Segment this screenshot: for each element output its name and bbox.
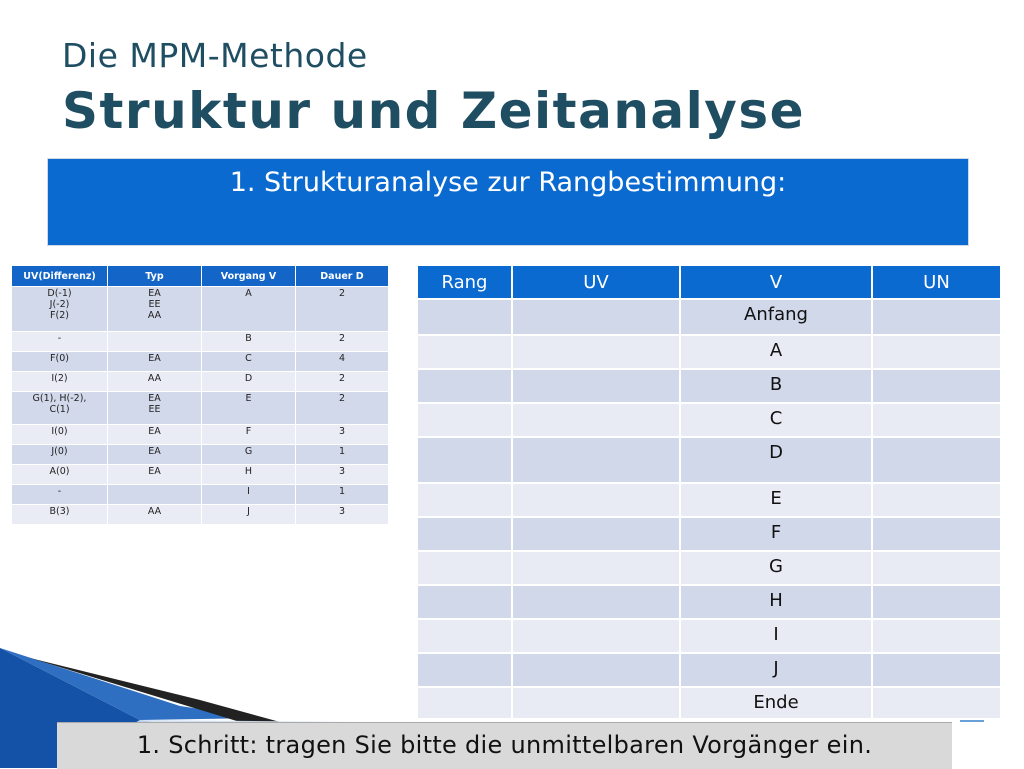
cell-dauer: 2 — [296, 287, 389, 332]
activity-table — [11, 265, 389, 525]
cell-v: I — [680, 619, 872, 653]
table-row — [417, 369, 1001, 403]
rank-table-header — [417, 265, 1001, 299]
col-uv: UV — [512, 265, 680, 299]
cell-typ: AA — [108, 372, 202, 392]
rank-table — [416, 264, 1002, 720]
cell-typ — [108, 332, 202, 352]
cell-typ: EA — [108, 425, 202, 445]
cell-v: E — [680, 483, 872, 517]
cell-uv-differenz: A(0) — [12, 465, 108, 485]
cell-v: F — [680, 517, 872, 551]
cell-uv — [512, 687, 680, 719]
cell-typ: EA — [108, 352, 202, 372]
cell-rang — [417, 369, 512, 403]
cell-rang — [417, 517, 512, 551]
cell-dauer: 4 — [296, 352, 389, 372]
cell-uv — [512, 335, 680, 369]
cell-rang — [417, 551, 512, 585]
activity-table-header — [12, 266, 389, 287]
cell-vorgang: G — [202, 445, 296, 465]
cell-vorgang: F — [202, 425, 296, 445]
col-v: V — [680, 265, 872, 299]
instruction-footer — [57, 722, 952, 769]
cell-uv — [512, 517, 680, 551]
col-uv-differenz: UV(Differenz) — [12, 266, 108, 287]
cell-rang — [417, 483, 512, 517]
cell-v: J — [680, 653, 872, 687]
cell-rang — [417, 687, 512, 719]
cell-un — [872, 335, 1001, 369]
cell-dauer: 3 — [296, 425, 389, 445]
cell-un — [872, 437, 1001, 483]
cell-un — [872, 653, 1001, 687]
instruction-text: 1. Schritt: tragen Sie bitte die unmittelbaren Vorgänger ein. — [136, 731, 873, 759]
cell-uv-differenz: B(3) — [12, 505, 108, 525]
table-row — [417, 403, 1001, 437]
cell-typ: AA — [108, 505, 202, 525]
table-row — [12, 352, 389, 372]
cell-uv-differenz: - — [12, 332, 108, 352]
col-vorgang: Vorgang V — [202, 266, 296, 287]
cell-un — [872, 517, 1001, 551]
table-row — [417, 299, 1001, 335]
cell-typ: EA EE AA — [108, 287, 202, 332]
cell-un — [872, 619, 1001, 653]
cell-rang — [417, 619, 512, 653]
table-row — [417, 551, 1001, 585]
table-row — [417, 335, 1001, 369]
cell-vorgang: C — [202, 352, 296, 372]
cell-uv — [512, 483, 680, 517]
cell-uv — [512, 403, 680, 437]
col-dauer: Dauer D — [296, 266, 389, 287]
cell-rang — [417, 299, 512, 335]
slide-title: Die MPM-Methode — [62, 36, 368, 75]
cell-v: H — [680, 585, 872, 619]
col-rang: Rang — [417, 265, 512, 299]
cell-rang — [417, 437, 512, 483]
cell-uv — [512, 619, 680, 653]
section-banner — [47, 158, 969, 246]
cell-typ: EA — [108, 445, 202, 465]
table-row — [12, 392, 389, 425]
cell-dauer: 3 — [296, 465, 389, 485]
cell-uv-differenz: F(0) — [12, 352, 108, 372]
cell-uv — [512, 585, 680, 619]
table-row — [12, 425, 389, 445]
cell-un — [872, 687, 1001, 719]
table-row — [417, 437, 1001, 483]
cell-vorgang: H — [202, 465, 296, 485]
cell-un — [872, 483, 1001, 517]
table-row — [417, 585, 1001, 619]
cell-vorgang: A — [202, 287, 296, 332]
table-row — [12, 445, 389, 465]
cell-vorgang: I — [202, 485, 296, 505]
cell-v: Anfang — [680, 299, 872, 335]
table-row — [12, 485, 389, 505]
cell-un — [872, 369, 1001, 403]
cell-uv — [512, 299, 680, 335]
table-row — [417, 619, 1001, 653]
cell-uv-differenz: D(-1) J(-2) F(2) — [12, 287, 108, 332]
cell-rang — [417, 653, 512, 687]
slide-subtitle: Struktur und Zeitanalyse — [62, 82, 806, 140]
cell-rang — [417, 335, 512, 369]
cell-uv — [512, 369, 680, 403]
cell-v: D — [680, 437, 872, 483]
table-row — [12, 287, 389, 332]
cell-uv-differenz: I(0) — [12, 425, 108, 445]
cell-v: G — [680, 551, 872, 585]
col-un: UN — [872, 265, 1001, 299]
table-row — [12, 465, 389, 485]
cell-v: B — [680, 369, 872, 403]
cell-v: C — [680, 403, 872, 437]
table-row — [417, 517, 1001, 551]
table-row — [12, 372, 389, 392]
cell-v: Ende — [680, 687, 872, 719]
cell-typ: EA EE — [108, 392, 202, 425]
cell-vorgang: E — [202, 392, 296, 425]
cell-uv-differenz: G(1), H(-2), C(1) — [12, 392, 108, 425]
table-row — [417, 687, 1001, 719]
cell-uv — [512, 551, 680, 585]
table-row — [417, 483, 1001, 517]
cell-typ — [108, 485, 202, 505]
cell-vorgang: D — [202, 372, 296, 392]
cell-uv-differenz: I(2) — [12, 372, 108, 392]
cell-vorgang: J — [202, 505, 296, 525]
cell-rang — [417, 403, 512, 437]
cell-un — [872, 585, 1001, 619]
cell-uv-differenz: - — [12, 485, 108, 505]
cell-typ: EA — [108, 465, 202, 485]
cell-dauer: 2 — [296, 332, 389, 352]
cell-vorgang: B — [202, 332, 296, 352]
cell-un — [872, 403, 1001, 437]
table-row — [12, 505, 389, 525]
cell-dauer: 2 — [296, 372, 389, 392]
cell-v: A — [680, 335, 872, 369]
banner-text: 1. Strukturanalyse zur Rangbestimmung: — [229, 167, 787, 198]
cell-dauer: 1 — [296, 445, 389, 465]
cell-dauer: 3 — [296, 505, 389, 525]
cell-dauer: 1 — [296, 485, 389, 505]
table-row — [417, 653, 1001, 687]
col-typ: Typ — [108, 266, 202, 287]
cell-uv — [512, 653, 680, 687]
footer-accent-line — [960, 720, 984, 722]
cell-rang — [417, 585, 512, 619]
cell-un — [872, 551, 1001, 585]
cell-un — [872, 299, 1001, 335]
cell-dauer: 2 — [296, 392, 389, 425]
table-row — [12, 332, 389, 352]
cell-uv-differenz: J(0) — [12, 445, 108, 465]
cell-uv — [512, 437, 680, 483]
